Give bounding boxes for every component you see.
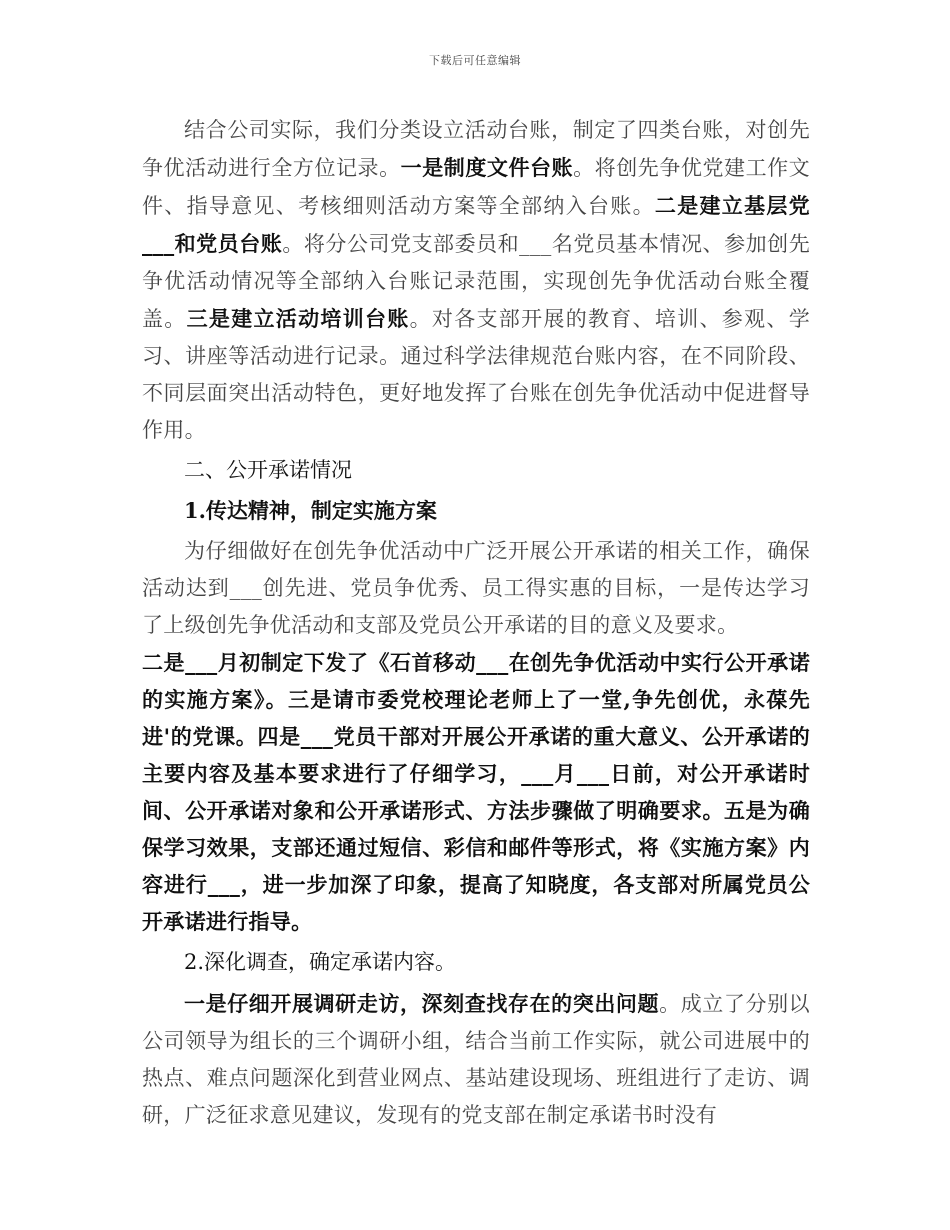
ledger-point-2: 二是建立基层党___和党员台账	[142, 193, 810, 256]
ledger-text-3: 。将分公司党支部委员和___名党员基本情况、参加创先争优活动情况等全部纳入台账记录范围，实现创先争优活动台账全覆盖。	[142, 232, 810, 331]
paragraph-convey-spirit-intro: 为仔细做好在创先争优活动中广泛开展公开承诺的相关工作，确保活动达到___创先进、党员争优秀、员工得实惠的目标，一是传达学习了上级创先争优活动和支部及党员公开承诺的目的意义及要求。	[142, 539, 810, 637]
subheading-convey-spirit: 1.传达精神，制定实施方案	[184, 498, 437, 523]
subheading-deepen-investigation: 2.深化调查，确定承诺内容。	[184, 950, 457, 974]
ledger-text-1: 结合公司实际，我们分类设立活动台账，制定了四类台账，对创先争优活动进行全方位记录。	[142, 118, 810, 180]
document-body	[142, 112, 810, 1134]
ledger-text-2: 。将创先争优党建工作文件、指导意见、考核细则活动方案等全部纳入台账。	[142, 156, 810, 218]
section-heading-public-commitment: 二、公开承诺情况	[184, 458, 352, 482]
paragraph-ledger	[142, 112, 810, 449]
investigation-text-1: 。成立了分别以公司领导为组长的三个调研小组，结合当前工作实际，就公司进展中的热点、难点问题深化到营业网点、基站建设现场、班组进行了走访、调研，广泛征求意见建议，发现有的党支部在制定承诺书时没有	[142, 992, 810, 1127]
paragraph-convey-spirit-detail: 二是___月初制定下发了《石首移动___在创先争优活动中实行公开承诺的实施方案》。三是请市委党校理论老师上了一堂,争先创优，永葆先进'的党课。四是___党员干部对开展公开承诺的重大意义、公开承诺的主要内容及基本要求进行了仔细学习，___月___日前，对公开承诺时间、公开承诺对象和公开承诺形式、方法步骤做了明确要求。五是为确保学习效果，支部还通过短信、彩信和邮件等形式，将《实施方案》内容进行___，进一步加深了印象，提高了知晓度，各支部对所属党员公开承诺进行指导。	[142, 650, 810, 934]
ledger-point-1: 一是制度文件台账	[400, 155, 574, 180]
investigation-point-1: 一是仔细开展调研走访，深刻查找存在的突出问题	[184, 991, 660, 1016]
page-header-note: 下载后可任意编辑	[429, 54, 521, 67]
ledger-point-3: 三是建立活动培训台账	[186, 306, 410, 331]
ledger-text-4: 。对各支部开展的教育、培训、参观、学习、讲座等活动进行记录。通过科学法律规范台账内容，在不同阶段、不同层面突出活动特色，更好地发挥了台账在创先争优活动中促进督导作用。	[142, 307, 810, 442]
paragraph-deepen-investigation	[142, 985, 810, 1134]
